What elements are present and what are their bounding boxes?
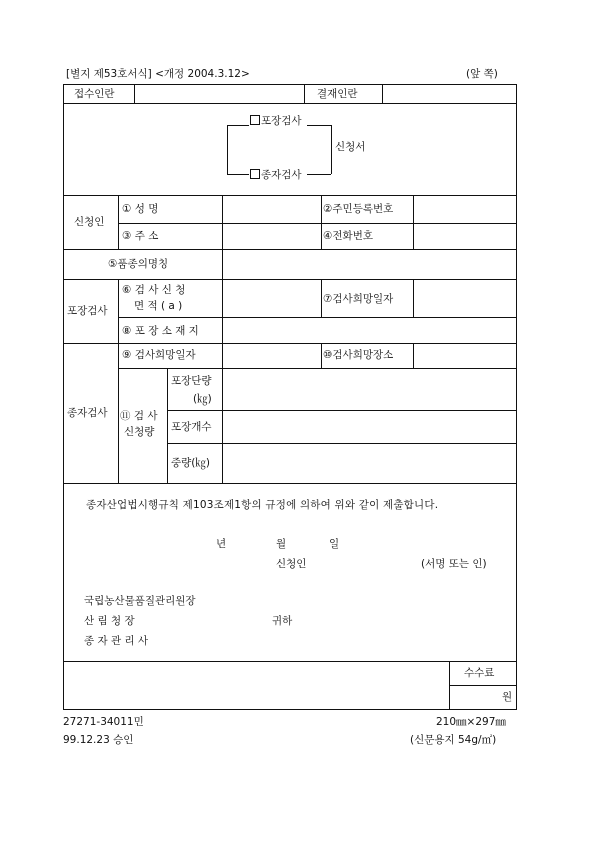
recipient-line-3: 종 자 관 리 사 (84, 635, 149, 647)
recipient-line-1: 국립농산물품질관리원장 (84, 595, 196, 607)
date-year-label: 년 (216, 538, 227, 550)
rrn-label: ②주민등록번호 (323, 203, 394, 215)
seed-desired-place-label: ⑩검사희망장소 (323, 349, 394, 361)
inspection-area-label: ⑥ 검 사 신 청 면 적 ( a ) (122, 284, 186, 312)
fee-amount-field[interactable] (450, 686, 498, 708)
name-label: ① 성 명 (122, 203, 159, 215)
option-seed-inspection[interactable]: 종자검사 (250, 168, 302, 182)
inspection-area-field[interactable] (223, 280, 320, 316)
fee-label: 수수료 (464, 667, 495, 679)
packing-desired-date-field[interactable] (414, 280, 515, 316)
option-packing-inspection[interactable]: 포장검사 (250, 114, 302, 128)
date-day-label: 일 (329, 538, 340, 550)
name-field[interactable] (223, 196, 320, 222)
phone-label: ④전화번호 (323, 230, 373, 242)
total-weight-label: 중량(㎏) (171, 457, 210, 469)
submission-statement: 종자산업법시행규칙 제103조제1항의 규정에 의하여 위와 같이 제출합니다. (86, 499, 439, 511)
variety-name-label: ⑤품종의명칭 (108, 258, 169, 270)
variety-name-field[interactable] (223, 250, 515, 278)
rrn-field[interactable] (414, 196, 515, 222)
signature-hint: (서명 또는 인) (421, 558, 487, 570)
seed-desired-place-field[interactable] (414, 344, 515, 367)
fee-unit: 원 (502, 691, 513, 703)
paper-type: (신문용지 54g/㎡) (410, 734, 497, 746)
seed-desired-date-field[interactable] (223, 344, 320, 367)
form-title-suffix: 신청서 (335, 141, 366, 153)
seed-section-label: 종자검사 (67, 407, 108, 419)
honorific: 귀하 (272, 615, 293, 627)
farm-location-label: ⑧ 포 장 소 재 지 (122, 325, 199, 337)
form-number: [별지 제53호서식] <개정 2004.3.12> (66, 68, 250, 80)
requested-quantity-label: ⑪ 검 사 신청량 (120, 410, 158, 438)
approval-stamp-label: 결재인란 (317, 88, 358, 100)
unit-weight-field[interactable] (223, 369, 515, 409)
total-weight-field[interactable] (223, 444, 515, 482)
page-side-label: (앞 쪽) (466, 68, 498, 80)
package-count-label: 포장개수 (171, 421, 212, 433)
checkbox-icon[interactable] (250, 169, 260, 179)
address-label: ③ 주 소 (122, 230, 159, 242)
approval-stamp-area[interactable] (383, 85, 515, 102)
package-count-field[interactable] (223, 411, 515, 442)
form-code: 27271-34011민 (63, 716, 144, 728)
applicant-signature-label: 신청인 (276, 558, 307, 570)
approval-date: 99.12.23 승인 (63, 734, 134, 746)
applicant-section-label: 신청인 (74, 216, 105, 228)
recipient-line-2: 산 림 청 장 (84, 615, 135, 627)
unit-weight-label: 포장단량 (㎏) (171, 375, 212, 405)
packing-desired-date-label: ⑦검사희망일자 (323, 293, 394, 305)
address-field[interactable] (223, 224, 320, 248)
phone-field[interactable] (414, 224, 515, 248)
checkbox-icon[interactable] (250, 115, 260, 125)
packing-section-label: 포장검사 (67, 305, 108, 317)
paper-size: 210㎜×297㎜ (436, 716, 506, 728)
farm-location-field[interactable] (223, 318, 515, 342)
date-month-label: 월 (276, 538, 287, 550)
application-form (63, 84, 517, 710)
received-stamp-label: 접수인란 (74, 88, 115, 100)
received-stamp-area[interactable] (135, 85, 303, 102)
seed-desired-date-label: ⑨ 검사희망일자 (122, 349, 196, 361)
